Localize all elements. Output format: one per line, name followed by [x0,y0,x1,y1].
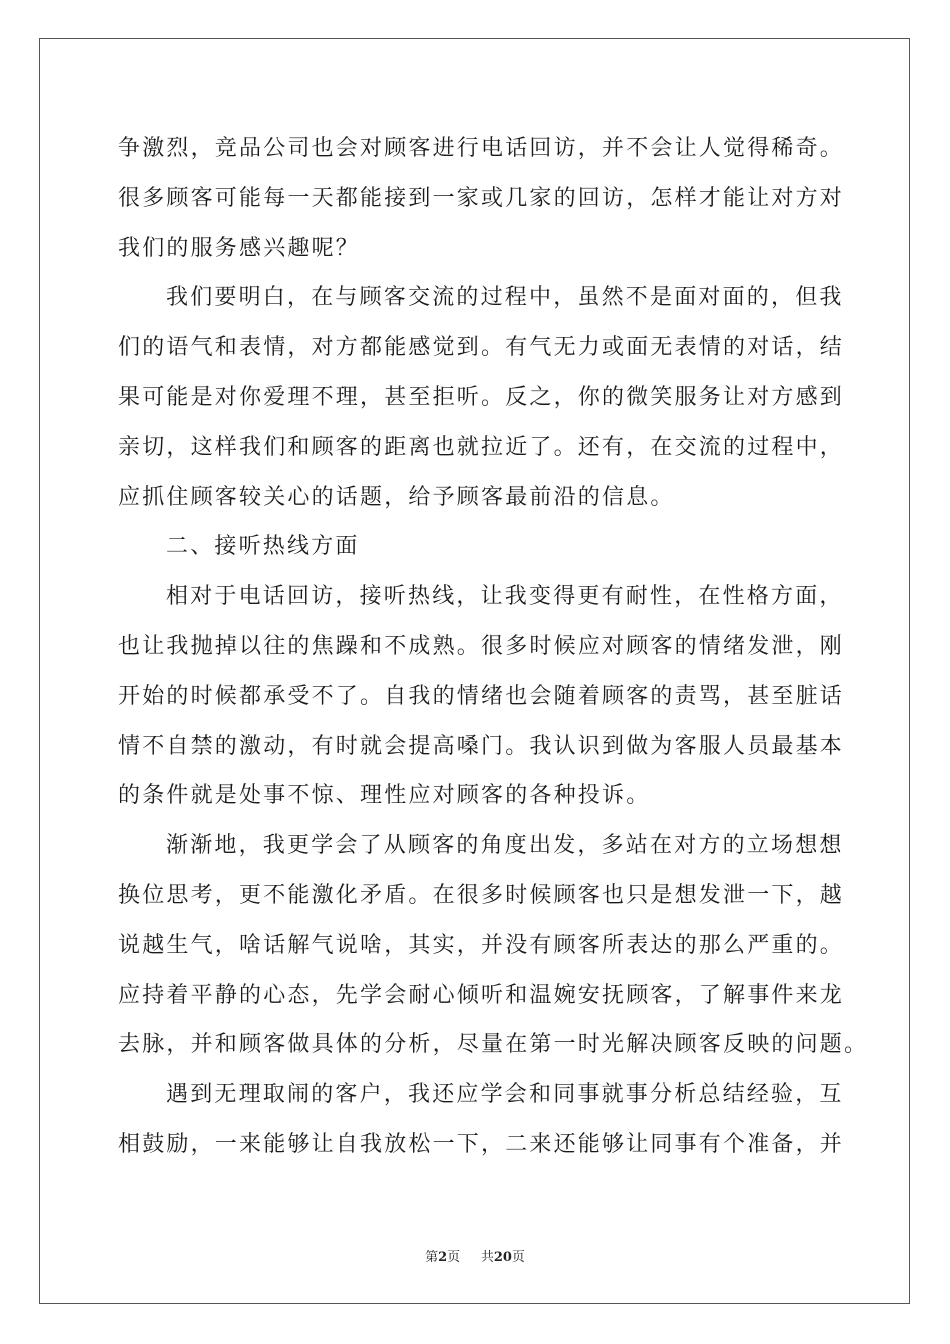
text-line-16: 换位思考，更不能激化矛盾。在很多时候顾客也只是想发泄一下，越 [118,882,845,908]
text-line-3: 我们的服务感兴趣呢？ [118,235,361,261]
text-line-8: 应抓住顾客较关心的话题，给予顾客最前沿的信息。 [118,484,675,510]
text-line-14: 的条件就是处事不惊、理性应对顾客的各种投诉。 [118,783,651,809]
text-line-13: 情不自禁的激动，有时就会提高嗓门。我认识到做为客服人员最基本 [118,733,845,759]
document-body [118,124,869,1170]
text-line-10: 相对于电话回访，接听热线，让我变得更有耐性，在性格方面， [166,584,844,610]
text-line-21: 相鼓励，一来能够让自我放松一下，二来还能够让同事有个准备，并 [118,1131,845,1157]
section-heading: 二、接听热线方面 [166,534,360,560]
text-line-5: 们的语气和表情，对方都能感觉到。有气无力或面无表情的对话，结 [118,335,845,361]
text-line-7: 亲切，这样我们和顾客的距离也就拉近了。还有，在交流的过程中， [118,434,845,460]
text-line-1: 争激烈，竞品公司也会对顾客进行电话回访，并不会让人觉得稀奇。 [118,136,845,161]
text-line-17: 说越生气，啥话解气说啥，其实，并没有顾客所表达的那么严重的。 [118,932,845,958]
text-line-12: 开始的时候都承受不了。自我的情绪也会随着顾客的责骂，甚至脏话 [118,683,845,709]
text-line-4: 我们要明白，在与顾客交流的过程中，虽然不是面对面的，但我 [166,285,844,311]
text-line-2: 很多顾客可能每一天都能接到一家或几家的回访，怎样才能让对方对 [118,185,845,211]
text-line-6: 果可能是对你爱理不理，甚至拒听。反之，你的微笑服务让对方感到 [118,384,845,410]
text-line-15: 渐渐地，我更学会了从顾客的角度出发，多站在对方的立场想想 [166,833,844,859]
page-number: 第2页 [425,1250,461,1265]
page-total: 共20页 [480,1250,525,1265]
page-footer [0,1246,950,1265]
text-line-19: 去脉，并和顾客做具体的分析，尽量在第一时光解决顾客反映的问题。 [118,1032,869,1058]
text-line-20: 遇到无理取闹的客户，我还应学会和同事就事分析总结经验，互 [166,1082,844,1108]
text-line-18: 应持着平静的心态，先学会耐心倾听和温婉安抚顾客，了解事件来龙 [118,982,845,1008]
text-line-11: 也让我抛掉以往的焦躁和不成熟。很多时候应对顾客的情绪发泄，刚 [118,633,845,659]
